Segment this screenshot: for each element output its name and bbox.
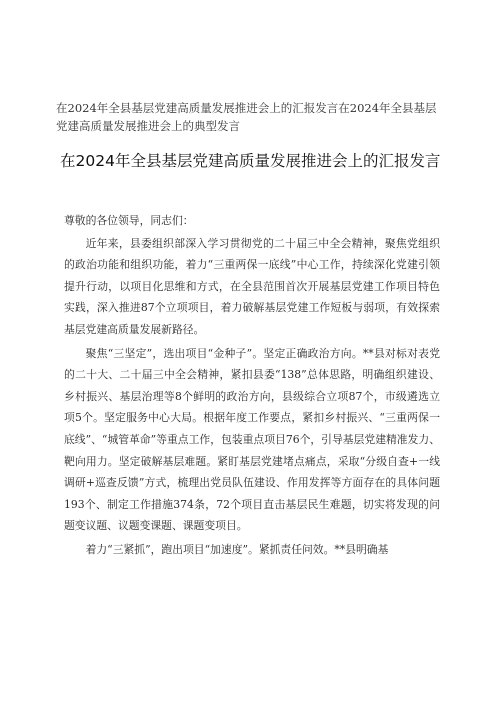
- body-paragraph: 聚焦“三坚定”，选出项目“金种子”。坚定正确政治方向。**县对标对表党的二十大、二十届三中全会精神，紧扣县委“138”总体思路，明确组织建设、乡村振兴、基层治理等8个鲜明的政治方向，县级综合立项87个，市级遴选立项5个。坚定服务中心大局。根据年度工作要点，紧扣乡村振兴、“三重两保一底线”、“城管革命”等重点工作，包装重点项目76个，引导基层党建精准发力、靶向用力。坚定破解基层难题。紧盯基层党建堵点痛点，采取“分级自查+一线调研+巡查反馈”方式，梳理出党员队伍建设、作用发挥等方面存在的具体问题193个、制定工作措施374条，72个项目直击基层民生难题，切实将发现的问题变议题、议题变课题、课题变项目。: [64, 346, 440, 533]
- document-header: 在2024年全县基层党建高质量发展推进会上的汇报发言在2024年全县基层党建高质量发展推进会上的典型发言: [56, 101, 437, 133]
- document-title: 在2024年全县基层党建高质量发展推进会上的汇报发言: [60, 152, 441, 170]
- body-paragraph: 近年来，县委组织部深入学习贯彻党的二十届三中全会精神，聚焦党组织的政治功能和组织功能，着力“三重两保一底线”中心工作，持续深化党建引领提升行动，以项目化思维和方式，在全县范围首次开展基层党建工作项目特色实践，深入推进87个立项项目，着力破解基层党建工作短板与弱项，有效探索基层党建高质量发展新路径。: [64, 236, 440, 336]
- greeting-line: 尊敬的各位领导，同志们：: [64, 214, 194, 227]
- document-body: [64, 210, 440, 561]
- body-paragraph: 着力“三紧抓”，跑出项目“加速度”。紧抓责任问效。**县明确基: [85, 542, 389, 556]
